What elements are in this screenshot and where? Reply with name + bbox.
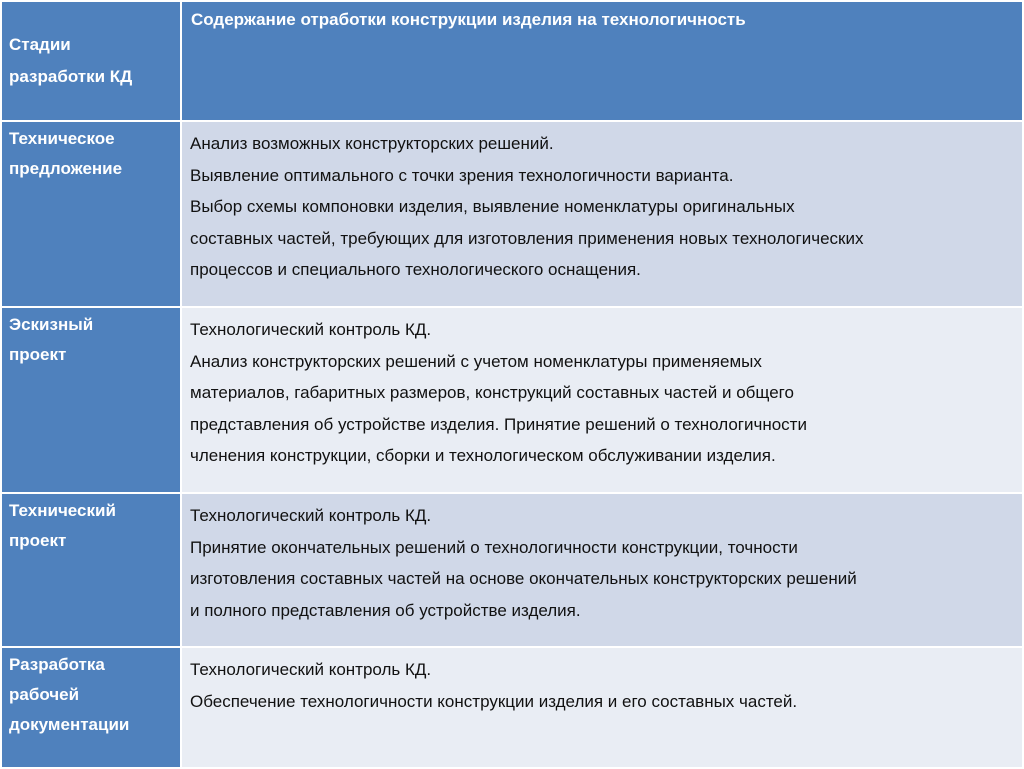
table-row — [1, 493, 1023, 647]
stage-label-line: проект — [9, 531, 67, 550]
content-line: Выявление оптимального с точки зрения технологичности варианта. — [190, 165, 734, 185]
content-line: и полного представления об устройстве изделия. — [190, 600, 581, 620]
content-line: Анализ конструкторских решений с учетом номенклатуры применяемых — [190, 351, 762, 371]
content-line: представления об устройстве изделия. Принятие решений о технологичности — [190, 414, 807, 434]
header-stage-line: разработки КД — [9, 67, 133, 86]
content-cell — [181, 647, 1023, 768]
content-line: материалов, габаритных размеров, конструкций составных частей и общего — [190, 383, 794, 402]
stage-label-line: Разработка — [9, 655, 105, 674]
header-cell-stage — [1, 1, 181, 121]
stage-cell — [1, 121, 181, 307]
table-row — [1, 307, 1023, 493]
stage-cell — [1, 647, 181, 768]
content-line: Принятие окончательных решений о технологичности конструкции, точности — [190, 537, 798, 557]
stage-cell — [1, 493, 181, 647]
stage-label-line: предложение — [9, 159, 123, 178]
stage-label-line: документации — [9, 715, 130, 734]
stage-label-line: Технический — [9, 501, 116, 520]
stage-label-line: рабочей — [9, 685, 80, 704]
content-line: составных частей, требующих для изготовления применения новых технологических — [190, 228, 864, 248]
content-line: Технологический контроль КД. — [190, 506, 432, 525]
stage-cell — [1, 307, 181, 493]
stage-label-line: Эскизный — [9, 315, 94, 334]
content-line: изготовления составных частей на основе окончательных конструкторских решений — [190, 569, 857, 588]
header-cell-content — [181, 1, 1023, 121]
content-line: Выбор схемы компоновки изделия, выявление номенклатуры оригинальных — [190, 197, 795, 216]
content-cell — [181, 493, 1023, 647]
content-cell — [181, 121, 1023, 307]
content-cell — [181, 307, 1023, 493]
header-stage-line: Стадии — [9, 35, 71, 54]
content-line: Анализ возможных конструкторских решений. — [190, 134, 554, 153]
header-content-title: Содержание отработки конструкции изделия на технологичность — [191, 10, 746, 29]
content-line: процессов и специального технологического оснащения. — [190, 260, 641, 279]
table-header-row — [1, 1, 1023, 121]
table-row — [1, 647, 1023, 768]
table-row — [1, 121, 1023, 307]
stage-label-line: проект — [9, 345, 67, 364]
content-line: Обеспечение технологичности конструкции изделия и его составных частей. — [190, 691, 798, 711]
stage-label-line: Техническое — [9, 129, 115, 148]
content-line: членения конструкции, сборки и технологическом обслуживании изделия. — [190, 446, 776, 465]
content-line: Технологический контроль КД. — [190, 660, 432, 679]
content-line: Технологический контроль КД. — [190, 320, 432, 339]
